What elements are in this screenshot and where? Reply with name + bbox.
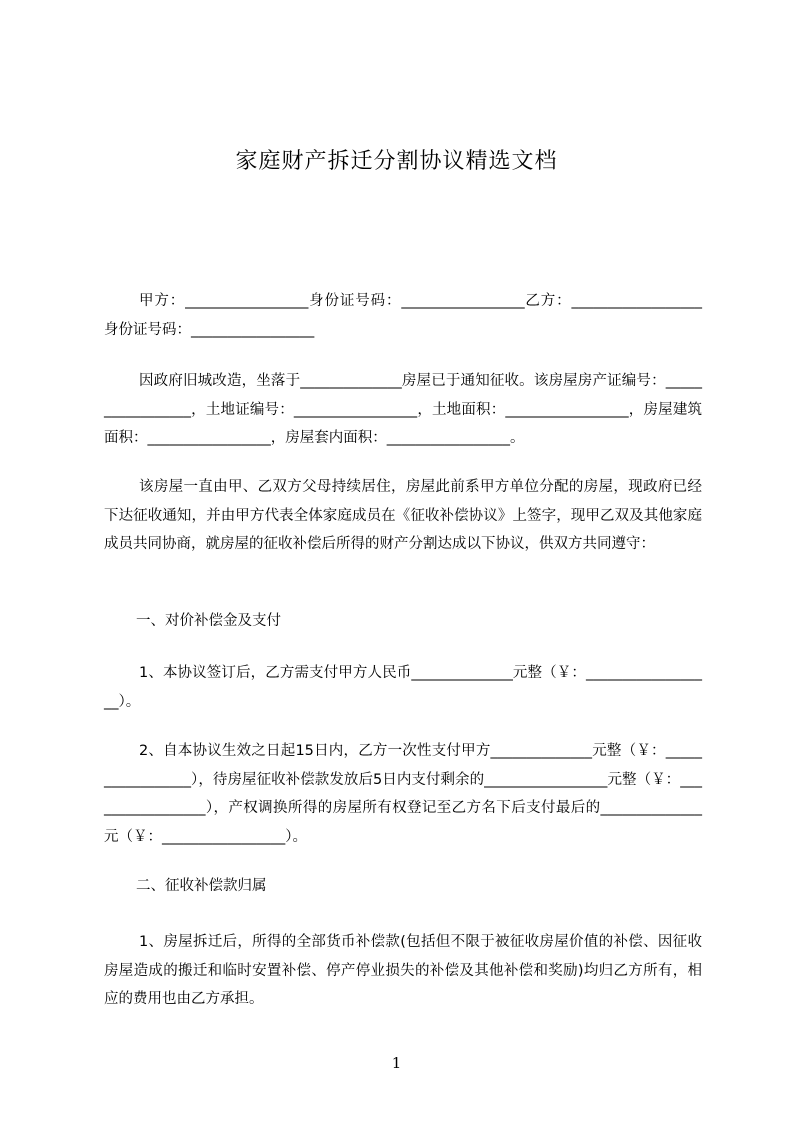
background-paragraph: 该房屋一直由甲、乙双方父母持续居住，房屋此前系甲方单位分配的房屋，现政府已经下达征收通知，并由甲方代表全体家庭成员在《征收补偿协议》上签字，现甲乙双及其他家庭成员共同协商，就房屋的征收补偿后所得的财产分割达成以下协议，供双方共同遵守： xyxy=(104,479,702,552)
clause-1-2: 2、自本协议生效之日起15日内，乙方一次性支付甲方______________元整（￥：_________________），待房屋征收补偿款发放后5日内支付剩余的_________________元整（￥：_________________），产权调换所得的房屋所有权登记至乙方名下后支付最后的______________元（￥：_________________）。 xyxy=(104,743,702,845)
clause-1-1: 1、本协议签订后，乙方需支付甲方人民币______________元整（￥：__________________）。 xyxy=(104,665,702,710)
page-number: 1 xyxy=(391,1054,402,1072)
clause-2-1: 1、房屋拆迁后，所得的全部货币补偿款(包括但不限于被征收房屋价值的补偿、因征收房屋造成的搬迁和临时安置补偿、停产停业损失的补偿及其他补偿和奖励)均归乙方所有，相应的费用也由乙方承担。 xyxy=(104,934,702,1007)
section-1-heading: 一、对价补偿金及支付 xyxy=(136,613,281,629)
section-2-heading: 二、征收补偿款归属 xyxy=(136,878,267,894)
property-paragraph: 因政府旧城改造，坐落于______________房屋已于通知征收。该房屋房产证编号：_________________，土地证编号：_________________，土地面积：_________________，房屋建筑面积：_________________，房屋套内面积：_________________。 xyxy=(104,373,702,446)
parties-paragraph: 甲方：_________________身份证号码：_________________乙方：__________________身份证号码：_________________ xyxy=(104,293,702,338)
document-title: 家庭财产拆迁分割协议精选文档 xyxy=(235,149,558,174)
